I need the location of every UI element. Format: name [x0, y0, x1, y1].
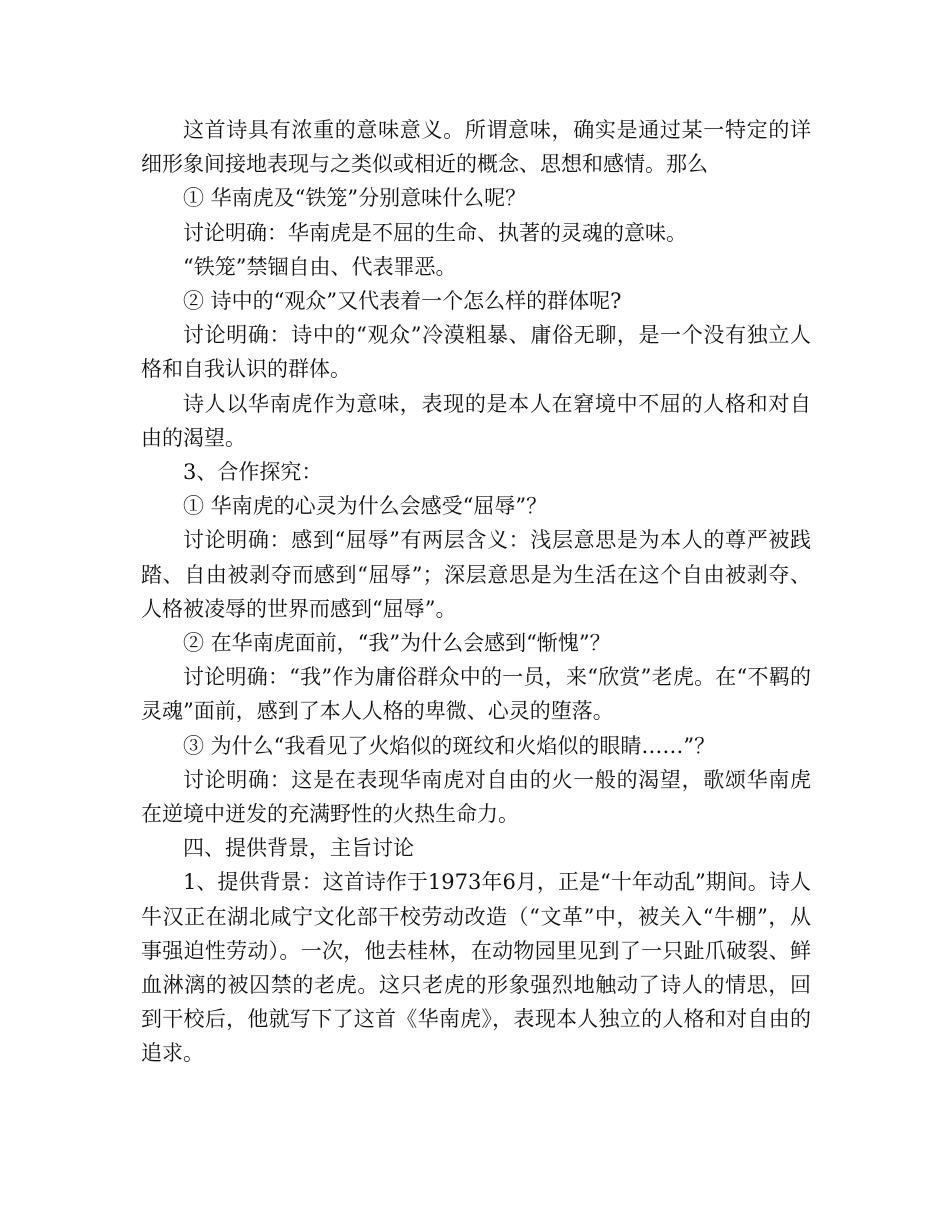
- document-body: [141, 113, 811, 1071]
- paragraph-intro: 这首诗具有浓重的意味意义。所谓意味，确实是通过某一特定的详细形象间接地表现与之类似或相近的概念、思想和感情。那么: [141, 118, 811, 177]
- question-4: ② 在华南虎面前，“我”为什么会感到“惭愧”？: [183, 631, 611, 656]
- answer-1-continued: “铁笼”禁锢自由、代表罪恶。: [183, 254, 457, 279]
- paragraph-background: 1、提供背景：这首诗作于1973年6月，正是“十年动乱”期间。诗人牛汉正在湖北咸宁文化部干校劳动改造（“文革”中，被关入“牛棚”，从事强迫性劳动）。一次，他去桂林，在动物园里见到了一只趾爪破裂、鲜血淋漓的被囚禁的老虎。这只老虎的形象强烈地触动了诗人的情思，回到干校后，他就写下了这首《华南虎》，表现本人独立的人格和对自由的追求。: [141, 870, 811, 1066]
- answer-3: 讨论明确：感到“屈辱”有两层含义：浅层意思是为本人的尊严被践踏、自由被剥夺而感到“屈辱”；深层意思是为生活在这个自由被剥夺、人格被凌辱的世界而感到“屈辱”。: [141, 528, 811, 621]
- answer-2: 讨论明确：诗中的“观众”冷漠粗暴、庸俗无聊，是一个没有独立人格和自我认识的群体。: [141, 323, 811, 382]
- question-3: ① 华南虎的心灵为什么会感受“屈辱”？: [183, 494, 548, 519]
- section-heading-cooperative-inquiry: 3、合作探究：: [183, 460, 323, 485]
- question-1: ① 华南虎及“铁笼”分别意味什么呢？: [183, 186, 527, 211]
- answer-5: 讨论明确：这是在表现华南虎对自由的火一般的渴望，歌颂华南虎在逆境中迸发的充满野性的火热生命力。: [141, 767, 811, 827]
- question-5: ③ 为什么“我看见了火焰似的斑纹和火焰似的眼睛……”？: [183, 733, 716, 758]
- answer-1: 讨论明确：华南虎是不屈的生命、执著的灵魂的意味。: [183, 220, 687, 245]
- question-2: ② 诗中的“观众”又代表着一个怎么样的群体呢?: [183, 289, 622, 314]
- section-heading-background: 四、提供背景，主旨讨论: [183, 836, 414, 861]
- answer-4: 讨论明确：“我”作为庸俗群众中的一员，来“欣赏”老虎。在“不羁的灵魂”面前，感到了本人人格的卑微、心灵的堕落。: [141, 665, 811, 724]
- paragraph-summary: 诗人以华南虎作为意味，表现的是本人在窘境中不屈的人格和对自由的渴望。: [141, 391, 811, 450]
